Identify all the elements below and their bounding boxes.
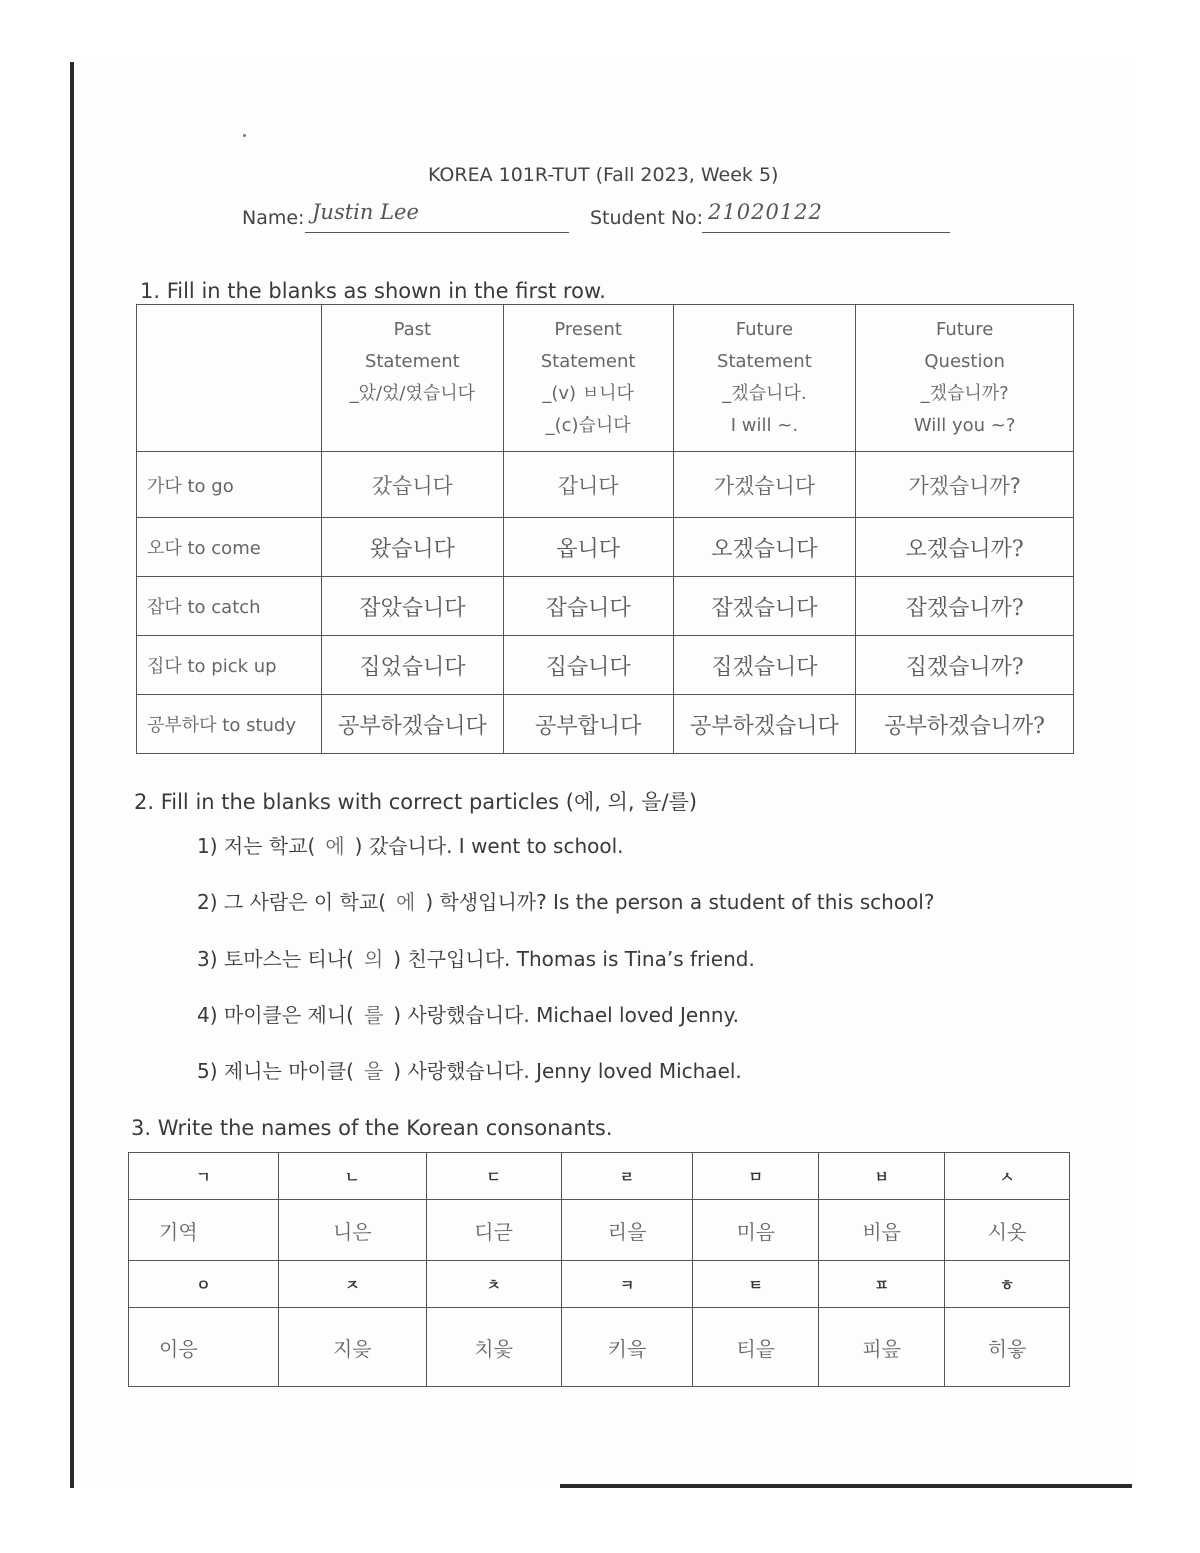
header-line: _았/었/였습니다 <box>349 383 476 404</box>
student-no-label: Student No: <box>590 207 704 229</box>
header-line: I will ~. <box>730 415 799 436</box>
consonant-row <box>129 1153 1070 1200</box>
consonant-cell: ㅍ <box>819 1261 945 1308</box>
header-line: Future <box>935 319 994 340</box>
question-answer: 잡겠습니까? <box>856 577 1074 636</box>
table-row <box>137 636 1074 695</box>
particle-item <box>197 830 624 859</box>
consonant-name-cell: 미음 <box>693 1200 819 1261</box>
consonant-cell: ㄷ <box>426 1153 561 1200</box>
name-value: Justin Lee <box>312 200 419 224</box>
consonant-cell: ㄹ <box>561 1153 693 1200</box>
consonant-cell: ㅈ <box>278 1261 426 1308</box>
header-line: Present <box>554 319 622 340</box>
particle-answer: 의 <box>363 947 384 971</box>
header-line: Statement <box>540 351 636 372</box>
consonant-cell: ㅎ <box>945 1261 1070 1308</box>
header-line: _(v) ㅂ니다 <box>542 383 634 404</box>
present-answer: 옵니다 <box>503 518 673 577</box>
page-shadow-bottom <box>560 1484 1132 1488</box>
sentence-end: ) 갔습니다. I went to school. <box>354 834 624 858</box>
consonant-cell: ㄱ <box>129 1153 279 1200</box>
present-answer: 잡습니다 <box>503 577 673 636</box>
name-underline <box>305 232 569 233</box>
future-answer: 공부하겠습니다 <box>673 695 856 754</box>
name-label: Name: <box>242 207 305 229</box>
sentence-end: ) 학생입니까? Is the person a student of this school? <box>425 890 935 914</box>
consonant-name-row <box>129 1200 1070 1261</box>
consonant-row <box>129 1261 1070 1308</box>
consonant-cell: ㅋ <box>561 1261 693 1308</box>
sentence-start: 3) 토마스는 티나( <box>197 947 354 971</box>
particle-answer: 을 <box>363 1059 384 1083</box>
verb-cell: 집다 to pick up <box>137 636 322 695</box>
consonant-name-cell: 시옷 <box>945 1200 1070 1261</box>
present-answer: 집습니다 <box>503 636 673 695</box>
verb-cell: 가다 to go <box>137 452 322 518</box>
header-line: Question <box>924 351 1005 372</box>
consonant-cell: ㅇ <box>129 1261 279 1308</box>
consonant-name-cell: 키읔 <box>561 1308 693 1387</box>
section1-heading: 1. Fill in the blanks as shown in the first row. <box>140 279 606 303</box>
future-answer: 집겠습니다 <box>673 636 856 695</box>
student-no-underline <box>702 232 950 233</box>
header-past <box>321 305 503 452</box>
consonant-name-cell: 기역 <box>129 1200 279 1261</box>
future-answer: 오겠습니다 <box>673 518 856 577</box>
question-answer: 가겠습니까? <box>856 452 1074 518</box>
header-future-question <box>856 305 1074 452</box>
header-line: Statement <box>717 351 812 372</box>
consonant-cell: ㅅ <box>945 1153 1070 1200</box>
table-row <box>137 577 1074 636</box>
section3-heading: 3. Write the names of the Korean consonants. <box>131 1116 613 1140</box>
past-answer: 공부하겠습니다 <box>321 695 503 754</box>
paper-speck <box>243 134 246 137</box>
particle-item <box>197 1055 742 1084</box>
header-line <box>322 410 503 442</box>
consonant-name-cell: 치읓 <box>426 1308 561 1387</box>
consonant-name-cell: 피읖 <box>819 1308 945 1387</box>
particle-item <box>197 999 739 1028</box>
sentence-end: ) 사랑했습니다. Jenny loved Michael. <box>393 1059 742 1083</box>
verb-cell: 오다 to come <box>137 518 322 577</box>
sentence-start: 5) 제니는 마이클( <box>197 1059 354 1083</box>
sentence-start: 2) 그 사람은 이 학교( <box>197 890 386 914</box>
consonant-cell: ㅌ <box>693 1261 819 1308</box>
header-future-statement <box>673 305 856 452</box>
question-answer: 오겠습니까? <box>856 518 1074 577</box>
particle-item <box>197 886 934 915</box>
consonant-cell: ㄴ <box>278 1153 426 1200</box>
past-answer: 갔습니다 <box>321 452 503 518</box>
sentence-end: ) 사랑했습니다. Michael loved Jenny. <box>393 1003 739 1027</box>
table-row <box>137 695 1074 754</box>
consonant-name-cell: 디귿 <box>426 1200 561 1261</box>
page-shadow-left <box>70 62 74 1488</box>
present-answer: 갑니다 <box>503 452 673 518</box>
consonant-name-cell: 티읕 <box>693 1308 819 1387</box>
past-answer: 잡았습니다 <box>321 577 503 636</box>
consonant-name-row <box>129 1308 1070 1387</box>
consonant-name-cell: 니은 <box>278 1200 426 1261</box>
past-answer: 왔습니다 <box>321 518 503 577</box>
verb-cell: 잡다 to catch <box>137 577 322 636</box>
particle-answer: 를 <box>363 1003 384 1027</box>
section2-heading: 2. Fill in the blanks with correct particles (에, 의, 을/를) <box>134 790 698 814</box>
consonant-name-cell: 리을 <box>561 1200 693 1261</box>
header-blank-cell <box>137 305 322 452</box>
particle-item <box>197 943 755 972</box>
present-answer: 공부합니다 <box>503 695 673 754</box>
consonant-cell: ㅂ <box>819 1153 945 1200</box>
table-header-row <box>137 305 1074 452</box>
header-line: Statement <box>364 351 460 372</box>
consonant-name-cell: 이응 <box>129 1308 279 1387</box>
header-line: Will you ~? <box>913 415 1016 436</box>
header-present <box>503 305 673 452</box>
header-line: Future <box>735 319 794 340</box>
particle-answer: 에 <box>396 890 416 914</box>
course-title: KOREA 101R-TUT (Fall 2023, Week 5) <box>428 164 779 186</box>
future-answer: 가겠습니다 <box>673 452 856 518</box>
past-answer: 집었습니다 <box>321 636 503 695</box>
verb-cell: 공부하다 to study <box>137 695 322 754</box>
consonant-table <box>128 1152 1070 1387</box>
table-row <box>137 452 1074 518</box>
consonant-cell: ㅁ <box>693 1153 819 1200</box>
consonant-name-cell: 지읒 <box>278 1308 426 1387</box>
future-answer: 잡겠습니다 <box>673 577 856 636</box>
sentence-start: 1) 저는 학교( <box>197 834 316 858</box>
consonant-name-cell: 비읍 <box>819 1200 945 1261</box>
header-line: _겠습니까? <box>920 383 1009 404</box>
question-answer: 집겠습니까? <box>856 636 1074 695</box>
sentence-start: 4) 마이클은 제니( <box>197 1003 354 1027</box>
header-line: Past <box>393 319 432 340</box>
student-no-value: 21020122 <box>708 200 823 224</box>
question-answer: 공부하겠습니까? <box>856 695 1074 754</box>
header-line: _(c)습니다 <box>545 415 631 436</box>
sentence-end: ) 친구입니다. Thomas is Tina’s friend. <box>393 947 755 971</box>
header-line: _겠습니다. <box>722 383 807 404</box>
consonant-cell: ㅊ <box>426 1261 561 1308</box>
consonant-name-cell: 히읗 <box>945 1308 1070 1387</box>
table-row <box>137 518 1074 577</box>
particle-answer: 에 <box>325 834 345 858</box>
conjugation-table <box>136 304 1074 754</box>
